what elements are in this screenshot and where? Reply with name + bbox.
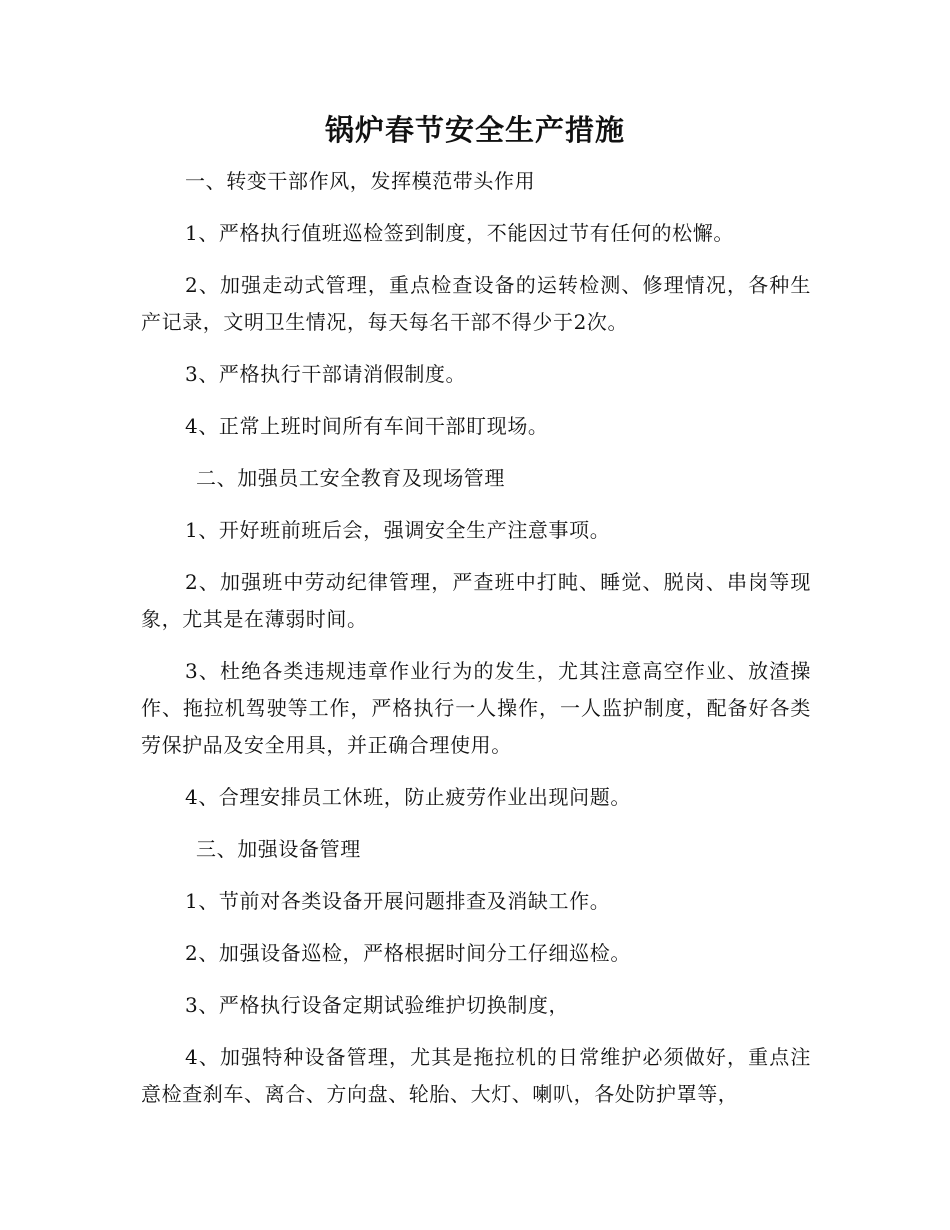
list-item: 3、杜绝各类违规违章作业行为的发生，尤其注意高空作业、放渣操作、拖拉机驾驶等工作，严格执行一人操作，一人监护制度，配备好各类劳保护品及安全用具，并正确合理使用。 xyxy=(141,659,811,757)
document-body xyxy=(141,163,811,1113)
list-item: 4、正常上班时间所有车间干部盯现场。 xyxy=(185,414,549,438)
section-heading: 三、加强设备管理 xyxy=(196,837,361,861)
document-title: 锅炉春节安全生产措施 xyxy=(324,113,625,147)
list-item: 3、严格执行设备定期试验维护切换制度， xyxy=(185,993,570,1017)
list-item: 4、合理安排员工休班，防止疲劳作业出现问题。 xyxy=(185,785,631,809)
list-item: 1、开好班前班后会，强调安全生产注意事项。 xyxy=(185,518,611,542)
list-item: 1、节前对各类设备开展问题排查及消缺工作。 xyxy=(185,889,611,913)
section-heading: 二、加强员工安全教育及现场管理 xyxy=(196,466,505,490)
section-heading: 一、转变干部作风，发挥模范带头作用 xyxy=(185,169,536,193)
list-item: 4、加强特种设备管理，尤其是拖拉机的日常维护必须做好，重点注意检查刹车、离合、方向盘、轮胎、大灯、喇叭，各处防护罩等， xyxy=(141,1045,811,1106)
list-item: 2、加强班中劳动纪律管理，严查班中打盹、睡觉、脱岗、串岗等现象，尤其是在薄弱时间。 xyxy=(141,570,811,631)
list-item: 3、严格执行干部请消假制度。 xyxy=(185,362,467,386)
list-item: 2、加强走动式管理，重点检查设备的运转检测、修理情况，各种生产记录，文明卫生情况，每天每名干部不得少于2次。 xyxy=(141,273,811,334)
list-item: 1、严格执行值班巡检签到制度，不能因过节有任何的松懈。 xyxy=(185,221,734,245)
list-item: 2、加强设备巡检，严格根据时间分工仔细巡检。 xyxy=(185,941,631,965)
